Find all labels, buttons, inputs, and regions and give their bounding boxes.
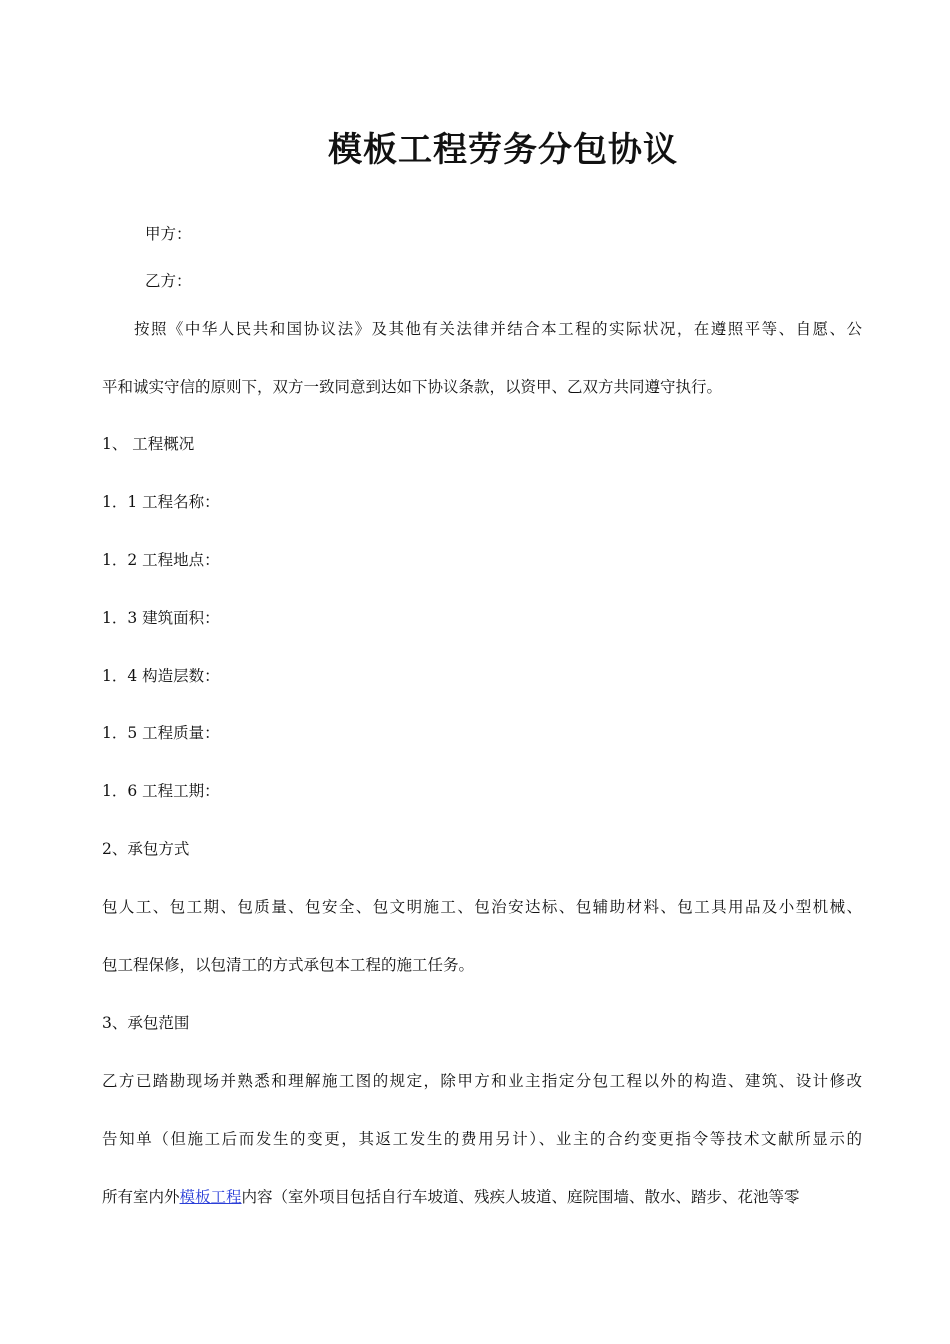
intro-paragraph-line-1: 按照《中华人民共和国协议法》及其他有关法律并结合本工程的实际状况，在遵照平等、自愿、公 [134, 320, 862, 338]
section-2-line-1: 包人工、包工期、包质量、包安全、包文明施工、包治安达标、包辅助材料、包工具用品及小型机械、 [102, 898, 862, 916]
section-1-item: 1．3 建筑面积： [102, 609, 220, 627]
section-2-heading: 2、承包方式 [102, 840, 190, 858]
section-3-line-2: 告知单（但施工后而发生的变更，其返工发生的费用另计）、业主的合约变更指令等技术文献所显示的 [102, 1130, 862, 1148]
section-1-item: 1．6 工程工期： [102, 782, 220, 800]
section-1-heading: 1、 工程概况 [102, 435, 195, 453]
section-1-item: 1．2 工程地点： [102, 551, 220, 569]
section-3-line-1: 乙方已踏勘现场并熟悉和理解施工图的规定，除甲方和业主指定分包工程以外的构造、建筑、设计修改 [102, 1072, 862, 1090]
section-1-item: 1．4 构造层数： [102, 667, 220, 685]
intro-paragraph-line-2: 平和诚实守信的原则下，双方一致同意到达如下协议条款，以资甲、乙双方共同遵守执行。 [102, 378, 723, 396]
party-a-label: 甲方： [145, 225, 192, 243]
document-title: 模板工程劳务分包协议 [328, 130, 678, 170]
section-3-line-3-text-before: 所有室内外 [102, 1188, 180, 1206]
section-2-line-2: 包工程保修，以包清工的方式承包本工程的施工任务。 [102, 956, 475, 974]
section-3-heading: 3、承包范围 [102, 1014, 190, 1032]
section-1-item: 1．1 工程名称： [102, 493, 220, 511]
template-engineering-link[interactable]: 模板工程 [179, 1188, 242, 1206]
section-1-item: 1．5 工程质量： [102, 724, 220, 742]
section-3-line-3-text-after: 内容（室外项目包括自行车坡道、残疾人坡道、庭院围墙、散水、踏步、花池等零 [241, 1188, 800, 1206]
party-b-label: 乙方： [145, 272, 192, 290]
section-3-line-3 [102, 1186, 862, 1208]
